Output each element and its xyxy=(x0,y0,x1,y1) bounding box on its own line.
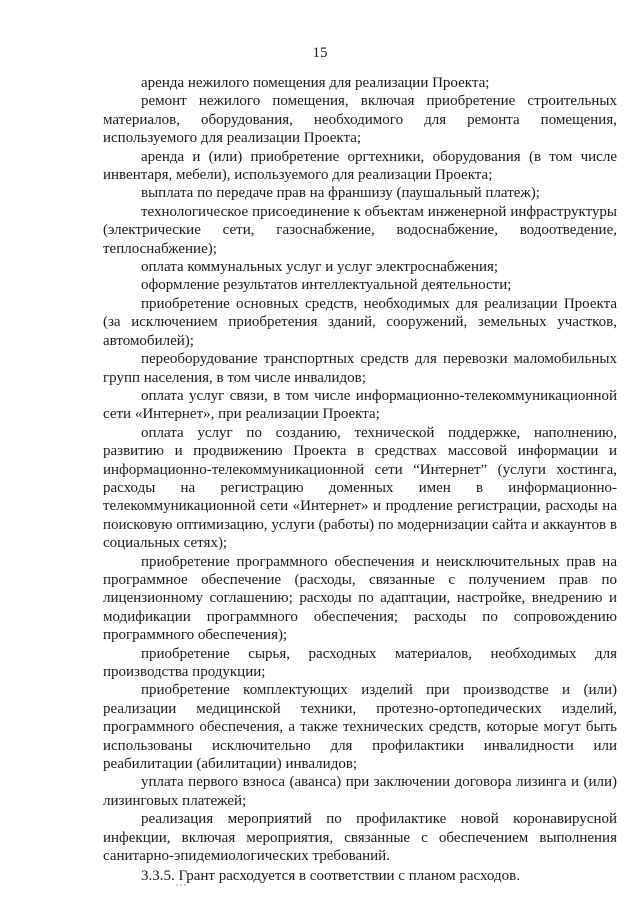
expense-item-franchise: выплата по передаче прав на франшизу (паушальный платеж); xyxy=(141,185,540,202)
expense-item-fixed-assets: приобретение основных средств, необходимых для реализации Проекта (за исключением приобретения зданий, сооружений, земельных участков, автомобилей); xyxy=(103,295,617,349)
page-number: 15 xyxy=(312,45,328,61)
expense-item-premises-repair: ремонт нежилого помещения, включая приобретение строительных материалов, оборудования, необходимого для ремонта помещения, используемого для реализации Проекта; xyxy=(103,93,617,147)
expense-item-software: приобретение программного обеспечения и неисключительных прав на программное обеспечение (расходы, связанные с получением прав по лицензионному соглашению; расходы по адаптации, настройке, внедрению и модификации программного обеспечения; расходы по сопровождению программного обеспечения); xyxy=(103,553,617,644)
expense-item-vehicle-conversion: переоборудование транспортных средств для перевозки маломобильных групп населения, в том числе инвалидов; xyxy=(103,351,617,386)
expense-item-web-promotion: оплата услуг по созданию, технической поддержке, наполнению, развитию и продвижению Проекта в средствах массовой информации и информационно-телекоммуникационной сети “Интернет” (услуги хостинга, расходы на регистрацию доменных имен в информационно-телекоммуникационной сети «Интернет» и продление регистрации, расходы на поисковую оптимизацию, услуги (работы) по модернизации сайта и аккаунтов в социальных сетях); xyxy=(103,424,617,552)
clause-3-3-5: 3.3.5. Грант расходуется в соответствии с планом расходов. xyxy=(141,868,520,885)
expense-item-utilities: оплата коммунальных услуг и услуг электроснабжения; xyxy=(141,259,499,276)
expense-item-covid-measures: реализация мероприятий по профилактике новой коронавирусной инфекции, включая мероприятия, связанные с обеспечением выполнения санитарно-эпидемиологических требований. xyxy=(103,811,617,865)
document-body xyxy=(103,74,617,886)
expense-item-office-equipment: аренда и (или) приобретение оргтехники, оборудования (в том числе инвентаря, мебели), используемого для реализации Проекта; xyxy=(103,148,617,184)
scan-speck xyxy=(176,884,188,886)
expense-item-leasing: уплата первого взноса (аванса) при заключении договора лизинга и (или) лизинговых платежей; xyxy=(103,774,617,809)
expense-item-premises-rent: аренда нежилого помещения для реализации Проекта; xyxy=(141,75,490,91)
expense-item-utility-connection: технологическое присоединение к объектам инженерной инфраструктуры (электрические сети, газоснабжение, водоснабжение, водоотведение, теплоснабжение); xyxy=(103,203,617,257)
expense-item-intellectual-property: оформление результатов интеллектуальной деятельности; xyxy=(141,277,512,294)
expense-item-components: приобретение комплектующих изделий при производстве и (или) реализации медицинской техники, протезно-ортопедических изделий, программного обеспечения, а также технических средств, которые могут быть использованы исключительно для профилактики инвалидности или реабилитации (абилитации) инвалидов; xyxy=(103,682,617,773)
expense-item-communications: оплата услуг связи, в том числе информационно-телекоммуникационной сети «Интернет», при реализации Проекта; xyxy=(103,387,617,423)
expense-item-raw-materials: приобретение сырья, расходных материалов, необходимых для производства продукции; xyxy=(103,645,617,680)
